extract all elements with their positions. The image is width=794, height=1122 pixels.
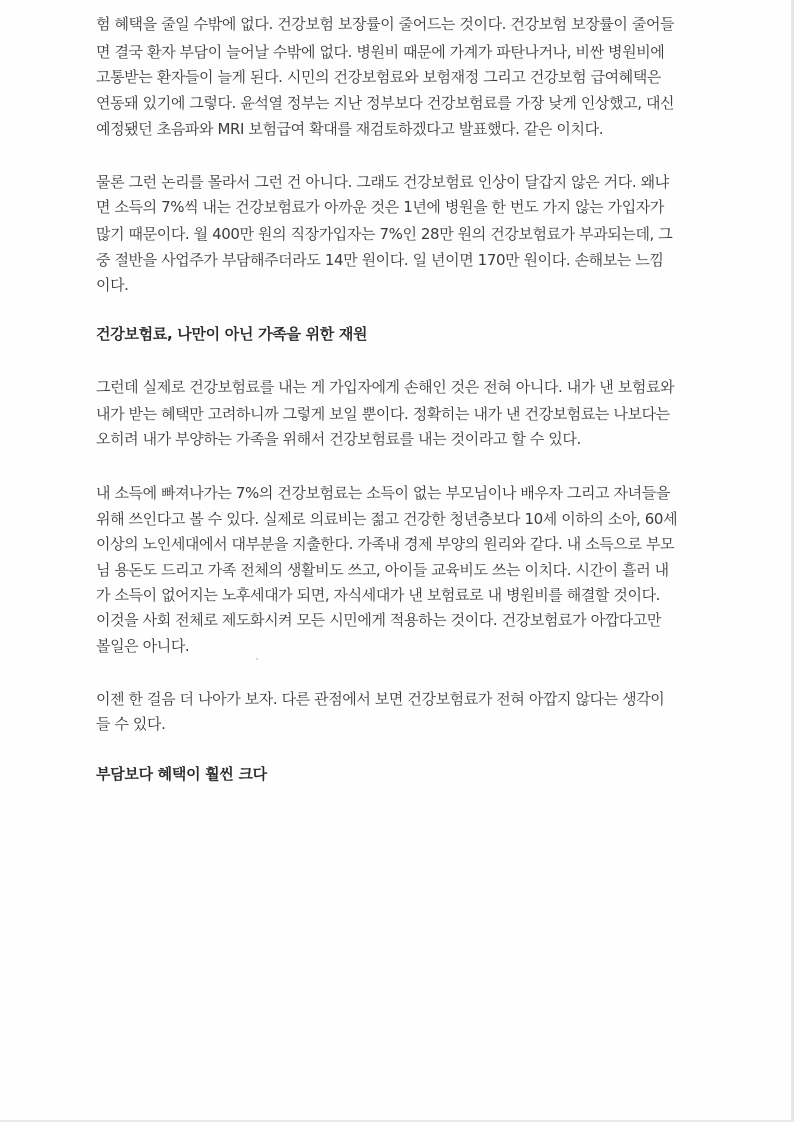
paragraph-5-line-1: 이젠 한 걸음 더 나아가 보자. 다른 관점에서 보면 건강보험료가 전혀 아깝지 않다는 생각이 bbox=[96, 690, 665, 708]
paragraph-1-line-2: 면 결국 환자 부담이 늘어날 수밖에 없다. 병원비 때문에 가계가 파탄나거나, 비싼 병원비에 bbox=[96, 43, 665, 61]
scan-speck bbox=[256, 658, 258, 660]
paragraph-4-line-3: 이상의 노인세대에서 대부분을 지출한다. 가족내 경제 부양의 원리와 같다. 내 소득으로 부모 bbox=[96, 535, 675, 553]
paragraph-2-line-1: 물론 그런 논리를 몰라서 그런 건 아니다. 그래도 건강보험료 인상이 달갑지 않은 거다. 왜냐 bbox=[96, 173, 669, 191]
paragraph-1-line-4: 연동돼 있기에 그렇다. 윤석열 정부는 지난 정부보다 건강보험료를 가장 낮게 인상했고, 대신 bbox=[96, 94, 675, 112]
paragraph-1-line-5: 예정됐던 초음파와 MRI 보험급여 확대를 재검토하겠다고 발표했다. 같은 이치다. bbox=[96, 120, 604, 138]
paragraph-4-line-1: 내 소득에 빠져나가는 7%의 건강보험료는 소득이 없는 부모님이나 배우자 그리고 자녀들을 bbox=[96, 484, 670, 502]
paragraph-4-line-5: 가 소득이 없어지는 노후세대가 되면, 자식세대가 낸 보험료로 내 병원비를 해결할 것이다. bbox=[96, 586, 661, 604]
paragraph-3-line-2: 내가 받는 혜택만 고려하니까 그렇게 보일 뿐이다. 정확히는 내가 낸 건강보험료는 나보다는 bbox=[96, 405, 670, 423]
paragraph-1-line-3: 고통받는 환자들이 늘게 된다. 시민의 건강보험료와 보험재정 그리고 건강보험 급여혜택은 bbox=[96, 68, 662, 86]
paragraph-1-line-1: 험 혜택을 줄일 수밖에 없다. 건강보험 보장률이 줄어드는 것이다. 건강보험 보장률이 줄어들 bbox=[96, 15, 675, 33]
paragraph-4-line-2: 위해 쓰인다고 볼 수 있다. 실제로 의료비는 젊고 건강한 청년층보다 10세 이하의 소아, 60세 bbox=[96, 510, 678, 528]
paragraph-3-line-1: 그런데 실제로 건강보험료를 내는 게 가입자에게 손해인 것은 전혀 아니다. 내가 낸 보험료와 bbox=[96, 378, 675, 396]
paragraph-4-line-6: 이것을 사회 전체로 제도화시켜 모든 시민에게 적용하는 것이다. 건강보험료가 아깝다고만 bbox=[96, 611, 662, 629]
paragraph-2-line-5: 이다. bbox=[96, 276, 129, 294]
section-heading-family-fund: 건강보험료, 나만이 아닌 가족을 위한 재원 bbox=[96, 325, 368, 343]
section-heading-benefit: 부담보다 혜택이 훨씬 크다 bbox=[96, 765, 267, 783]
paragraph-5-line-2: 들 수 있다. bbox=[96, 715, 166, 733]
paragraph-3-line-3: 오히려 내가 부양하는 가족을 위해서 건강보험료를 내는 것이라고 할 수 있다. bbox=[96, 430, 581, 448]
paragraph-2-line-3: 많기 때문이다. 월 400만 원의 직장가입자는 7%인 28만 원의 건강보험료가 부과되는데, 그 bbox=[96, 225, 673, 243]
paragraph-4-line-4: 님 용돈도 드리고 가족 전체의 생활비도 쓰고, 아이들 교육비도 쓰는 이치다. 시간이 흘러 내 bbox=[96, 561, 669, 579]
paragraph-2-line-4: 중 절반을 사업주가 부담해주더라도 14만 원이다. 일 년이면 170만 원이다. 손해보는 느낌 bbox=[96, 251, 664, 269]
paragraph-2-line-2: 면 소득의 7%씩 내는 건강보험료가 아까운 것은 1년에 병원을 한 번도 가지 않는 가입자가 bbox=[96, 198, 664, 216]
paragraph-4-line-7: 볼일은 아니다. bbox=[96, 637, 190, 655]
